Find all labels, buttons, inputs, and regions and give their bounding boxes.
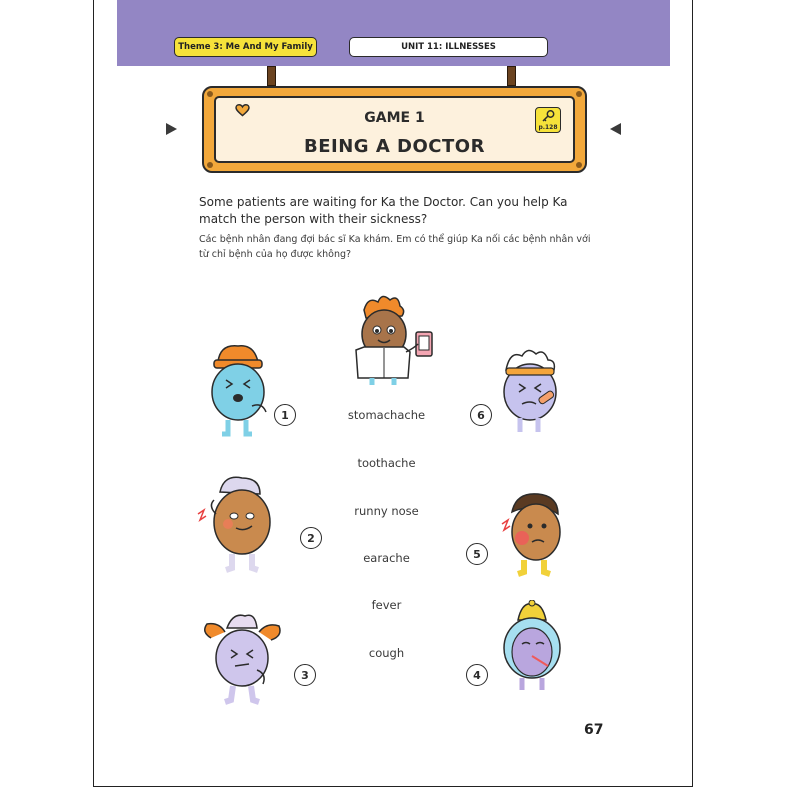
bolt-icon	[207, 91, 213, 97]
bolt-icon	[576, 162, 582, 168]
page-number: 67	[584, 722, 604, 738]
sign-post-right	[507, 66, 516, 86]
patient-3-illustration	[197, 608, 287, 708]
game-sign	[202, 86, 587, 173]
bolt-icon	[207, 162, 213, 168]
patient-number-6[interactable]: 6	[470, 404, 492, 426]
word-fever[interactable]: fever	[371, 598, 402, 612]
word-earache[interactable]: earache	[363, 551, 410, 565]
workbook-page	[93, 0, 693, 787]
left-arrow-icon	[166, 123, 177, 135]
word-toothache[interactable]: toothache	[357, 456, 416, 470]
key-icon	[541, 110, 555, 122]
patient-5-illustration	[496, 488, 576, 580]
bolt-icon	[576, 91, 582, 97]
patient-number-5[interactable]: 5	[466, 543, 488, 565]
page-reference: p.128	[538, 124, 558, 131]
patient-4-illustration	[492, 600, 572, 696]
instructions-english: Some patients are waiting for Ka the Doctor. Can you help Ka match the person with their sickness?	[199, 195, 568, 226]
page-reference-badge[interactable]	[535, 107, 561, 133]
doctor-ka-illustration	[344, 292, 449, 387]
patient-1-illustration	[200, 340, 280, 440]
word-runny-nose[interactable]: runny nose	[354, 504, 419, 518]
patient-number-4[interactable]: 4	[466, 664, 488, 686]
patient-2-illustration	[190, 470, 295, 578]
patient-number-3[interactable]: 3	[294, 664, 316, 686]
instructions-vietnamese: Các bệnh nhân đang đợi bác sĩ Ka khám. Em có thể giúp Ka nối các bệnh nhân với từ chỉ bệnh của họ được không?	[199, 234, 591, 260]
game-title: BEING A DOCTOR	[304, 136, 485, 157]
patient-6-illustration	[492, 344, 572, 436]
theme-label: Theme 3: Me And My Family	[174, 37, 317, 57]
right-arrow-icon	[610, 123, 621, 135]
sign-post-left	[267, 66, 276, 86]
word-stomachache[interactable]: stomachache	[347, 408, 426, 422]
unit-label: UNIT 11: ILLNESSES	[349, 37, 548, 57]
patient-number-2[interactable]: 2	[300, 527, 322, 549]
sign-board	[214, 96, 575, 163]
word-cough[interactable]: cough	[368, 646, 405, 660]
game-number: GAME 1	[364, 110, 425, 126]
patient-number-1[interactable]: 1	[274, 404, 296, 426]
